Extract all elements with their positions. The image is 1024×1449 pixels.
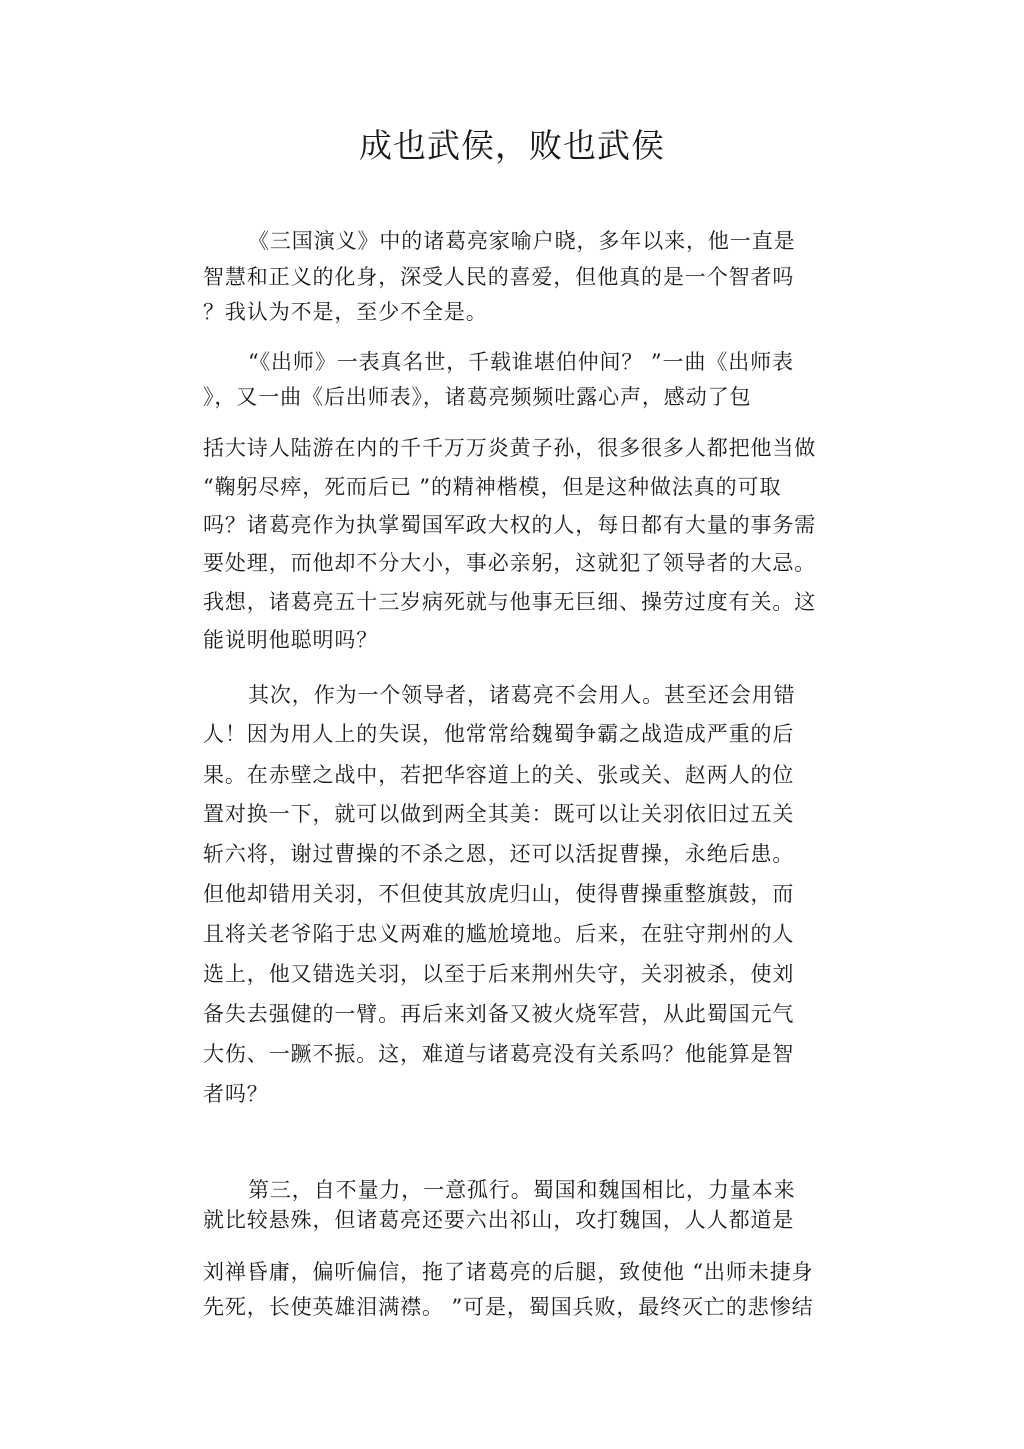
text-line: 其次，作为一个领导者，诸葛亮不会用人。甚至还会用错 bbox=[248, 683, 796, 707]
text-line: “鞠躬尽瘁，死而后已 ”的精神楷模，但是这种做法真的可取 bbox=[203, 475, 782, 499]
text-line: 《三国演义》中的诸葛亮家喻户晓，多年以来，他一直是 bbox=[248, 229, 796, 253]
text-line: 吗？诸葛亮作为执掌蜀国军政大权的人，每日都有大量的事务需 bbox=[203, 513, 817, 537]
text-line: 者吗？ bbox=[203, 1082, 269, 1106]
text-line: “《出师》一表真名世，千载谁堪伯仲间？ ”一曲《出师表 bbox=[248, 350, 794, 374]
text-line: ？我认为不是，至少不全是。 bbox=[203, 300, 488, 324]
text-line: 要处理，而他却不分大小，事必亲躬，这就犯了领导者的大忌。 bbox=[203, 551, 817, 575]
text-line: 智慧和正义的化身，深受人民的喜爱，但他真的是一个智者吗 bbox=[203, 265, 795, 289]
text-line: 备失去强健的一臂。再后来刘备又被火烧军营，从此蜀国元气 bbox=[203, 1002, 795, 1026]
text-line: 且将关老爷陷于忠义两难的尴尬境地。后来，在驻守荆州的人 bbox=[203, 922, 795, 946]
text-line: 先死，长使英雄泪满襟。 ”可是，蜀国兵败，最终灭亡的悲惨结 bbox=[203, 1295, 814, 1319]
text-line: 选上，他又错选关羽，以至于后来荆州失守，关羽被杀，使刘 bbox=[203, 962, 795, 986]
text-line: 》，又一曲《后出师表》，诸葛亮频频吐露心声，感动了包 bbox=[203, 385, 752, 409]
text-line: 果。在赤壁之战中，若把华容道上的关、张或关、赵两人的位 bbox=[203, 763, 795, 787]
text-line: 我想，诸葛亮五十三岁病死就与他事无巨细、操劳过度有关。这 bbox=[203, 590, 817, 614]
text-line: 大伤、一蹶不振。这，难道与诸葛亮没有关系吗？他能算是智 bbox=[203, 1042, 795, 1066]
text-line: 斩六将，谢过曹操的不杀之恩，还可以活捉曹操，永绝后患。 bbox=[203, 842, 795, 866]
text-line: 人！因为用人上的失误，他常常给魏蜀争霸之战造成严重的后 bbox=[203, 722, 795, 746]
text-line: 刘禅昏庸，偏听偏信，拖了诸葛亮的后腿，致使他 “出师未捷身 bbox=[203, 1260, 814, 1284]
text-line: 括大诗人陆游在内的千千万万炎黄子孙，很多很多人都把他当做 bbox=[203, 436, 817, 460]
document-title: 成也武侯，败也武侯 bbox=[359, 126, 665, 165]
text-line: 就比较悬殊，但诸葛亮还要六出祁山，攻打魏国，人人都道是 bbox=[203, 1208, 795, 1232]
text-line: 置对换一下，就可以做到两全其美：既可以让关羽依旧过五关 bbox=[203, 802, 795, 826]
text-line: 第三，自不量力，一意孤行。蜀国和魏国相比，力量本来 bbox=[248, 1178, 796, 1202]
text-line: 但他却错用关羽，不但使其放虎归山，使得曹操重整旗鼓，而 bbox=[203, 882, 795, 906]
text-line: 能说明他聪明吗？ bbox=[203, 628, 379, 652]
